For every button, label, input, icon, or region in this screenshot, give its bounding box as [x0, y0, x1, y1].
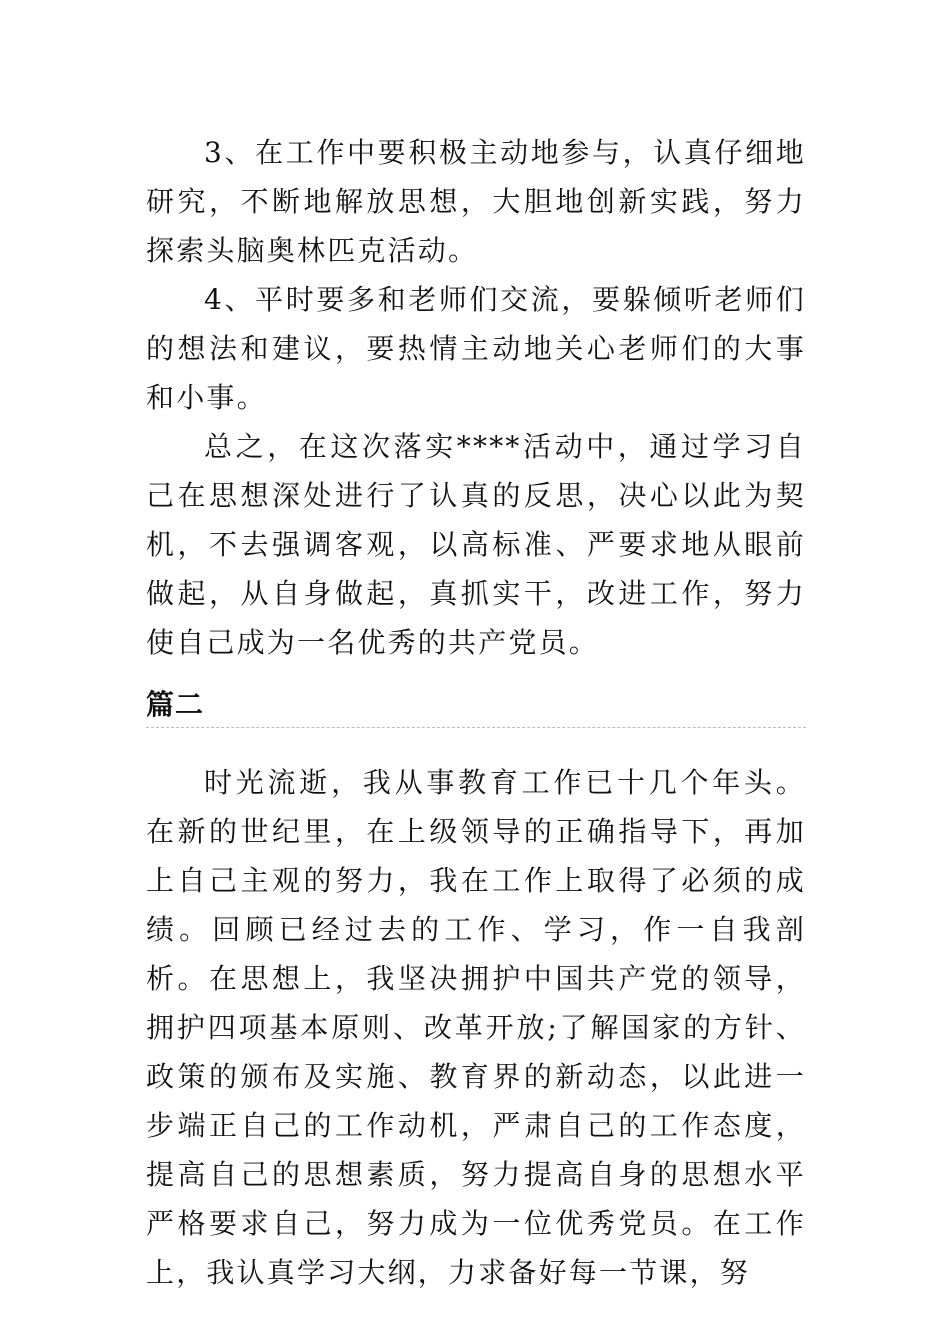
- section-heading: 篇二: [146, 688, 205, 721]
- paragraph-item-4: 4、平时要多和老师们交流，要躲倾听老师们的想法和建议，要热情主动地关心老师们的大事和小事。: [146, 283, 806, 414]
- paragraph-summary: 总之，在这次落实****活动中，通过学习自己在思想深处进行了认真的反思，决心以此为契机，不去强调客观，以高标准、严要求地从眼前做起，从自身做起，真抓实干，改进工作，努力使自己成为一名优秀的共产党员。: [146, 430, 806, 659]
- paragraph-section-two: 时光流逝，我从事教育工作已十几个年头。在新的世纪里，在上级领导的正确指导下，再加上自己主观的努力，我在工作上取得了必须的成绩。回顾已经过去的工作、学习，作一自我剖析。在思想上，我坚决拥护中国共产党的领导，拥护四项基本原则、改革开放;了解国家的方针、政策的颁布及实施、教育界的新动态，以此进一步端正自己的工作动机，严肃自己的工作态度，提高自己的思想素质，努力提高自身的思想水平严格要求自己，努力成为一位优秀党员。在工作上，我认真学习大纲，力求备好每一节课，努: [146, 766, 806, 1289]
- section-divider: [146, 727, 806, 728]
- paragraph-item-3: 3、在工作中要积极主动地参与，认真仔细地研究，不断地解放思想，大胆地创新实践，努力探索头脑奥林匹克活动。: [146, 136, 806, 267]
- section-body: [146, 758, 806, 1297]
- document-page: [146, 128, 806, 1297]
